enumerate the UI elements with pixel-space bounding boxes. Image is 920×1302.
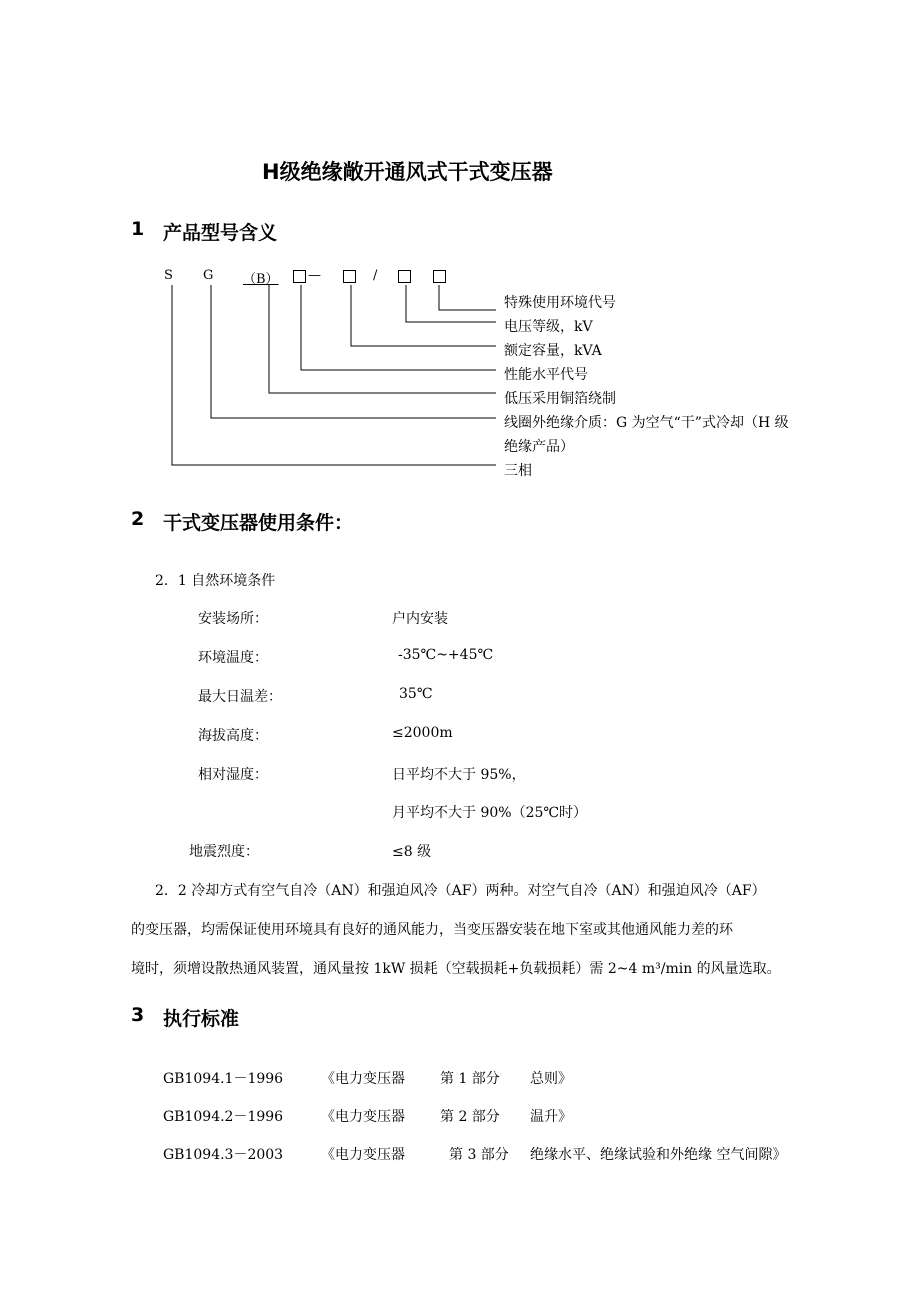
paragraph-line: 2．2 冷却方式有空气自冷（AN）和强迫风冷（AF）两种。对空气自冷（AN）和强迫风冷（AF） <box>155 883 766 899</box>
label-voltage: 电压等级，kV <box>504 319 593 335</box>
section-2-heading: 干式变压器使用条件： <box>163 512 354 534</box>
code-dash: — <box>308 268 323 283</box>
standard-code: GB1094.3－2003 <box>163 1147 284 1163</box>
condition-value: 日平均不大于 95%， <box>392 767 526 783</box>
section-3-heading: 执行标准 <box>163 1008 240 1030</box>
condition-label: 环境温度： <box>198 650 268 666</box>
label-insulation: 线圈外绝缘介质：G 为空气“干”式冷却（H 级 <box>504 415 789 431</box>
condition-label: 最大日温差： <box>198 689 282 705</box>
condition-value: ≤2000m <box>392 725 453 741</box>
condition-value: ≤8 级 <box>392 844 432 860</box>
condition-label: 相对湿度： <box>198 767 268 783</box>
page-title: H级绝缘敞开通风式干式变压器 <box>262 160 553 184</box>
standard-part: 第 1 部分 <box>440 1071 500 1087</box>
standard-name: 《电力变压器 <box>321 1109 405 1125</box>
label-performance: 性能水平代号 <box>504 367 588 383</box>
section-2-number: 2 <box>131 508 145 530</box>
standard-desc: 温升》 <box>530 1109 572 1125</box>
code-s: S <box>164 268 173 283</box>
condition-value: 户内安装 <box>392 611 448 627</box>
standard-code: GB1094.2－1996 <box>163 1109 284 1125</box>
subsection-2-1: 2．1 自然环境条件 <box>155 573 276 589</box>
condition-label: 安装场所： <box>198 611 268 627</box>
condition-label: 地震烈度： <box>189 844 259 860</box>
label-copper-foil: 低压采用铜箔绕制 <box>504 391 616 407</box>
paragraph-line: 的变压器，均需保证使用环境具有良好的通风能力，当变压器安装在地下室或其他通风能力差的环 <box>131 922 733 938</box>
label-special-env: 特殊使用环境代号 <box>504 295 616 311</box>
label-capacity: 额定容量，kVA <box>504 343 602 359</box>
code-g: G <box>203 268 214 283</box>
standard-name: 《电力变压器 <box>321 1147 405 1163</box>
condition-label: 海拔高度： <box>198 728 268 744</box>
label-three-phase: 三相 <box>504 463 532 479</box>
code-b: （B） <box>243 272 279 287</box>
standard-desc: 绝缘水平、绝缘试验和外绝缘 空气间隙》 <box>530 1147 787 1163</box>
standard-code: GB1094.1－1996 <box>163 1071 284 1087</box>
standard-part: 第 3 部分 <box>449 1147 509 1163</box>
section-3-number: 3 <box>131 1004 145 1026</box>
paragraph-line: 境时，须增设散热通风装置，通风量按 1kW 损耗（空载损耗+负载损耗）需 2~4 m³/min 的风量选取。 <box>131 961 781 977</box>
standard-part: 第 2 部分 <box>440 1109 500 1125</box>
section-1-number: 1 <box>131 218 145 240</box>
code-slash: / <box>373 268 378 283</box>
standard-desc: 总则》 <box>530 1071 572 1087</box>
condition-value: -35℃~+45℃ <box>398 647 494 663</box>
condition-value: 35℃ <box>399 686 433 702</box>
standard-name: 《电力变压器 <box>321 1071 405 1087</box>
section-1-heading: 产品型号含义 <box>163 222 278 244</box>
condition-value: 月平均不大于 90%（25℃时） <box>392 805 588 821</box>
label-insulation-cont: 绝缘产品） <box>504 439 574 455</box>
